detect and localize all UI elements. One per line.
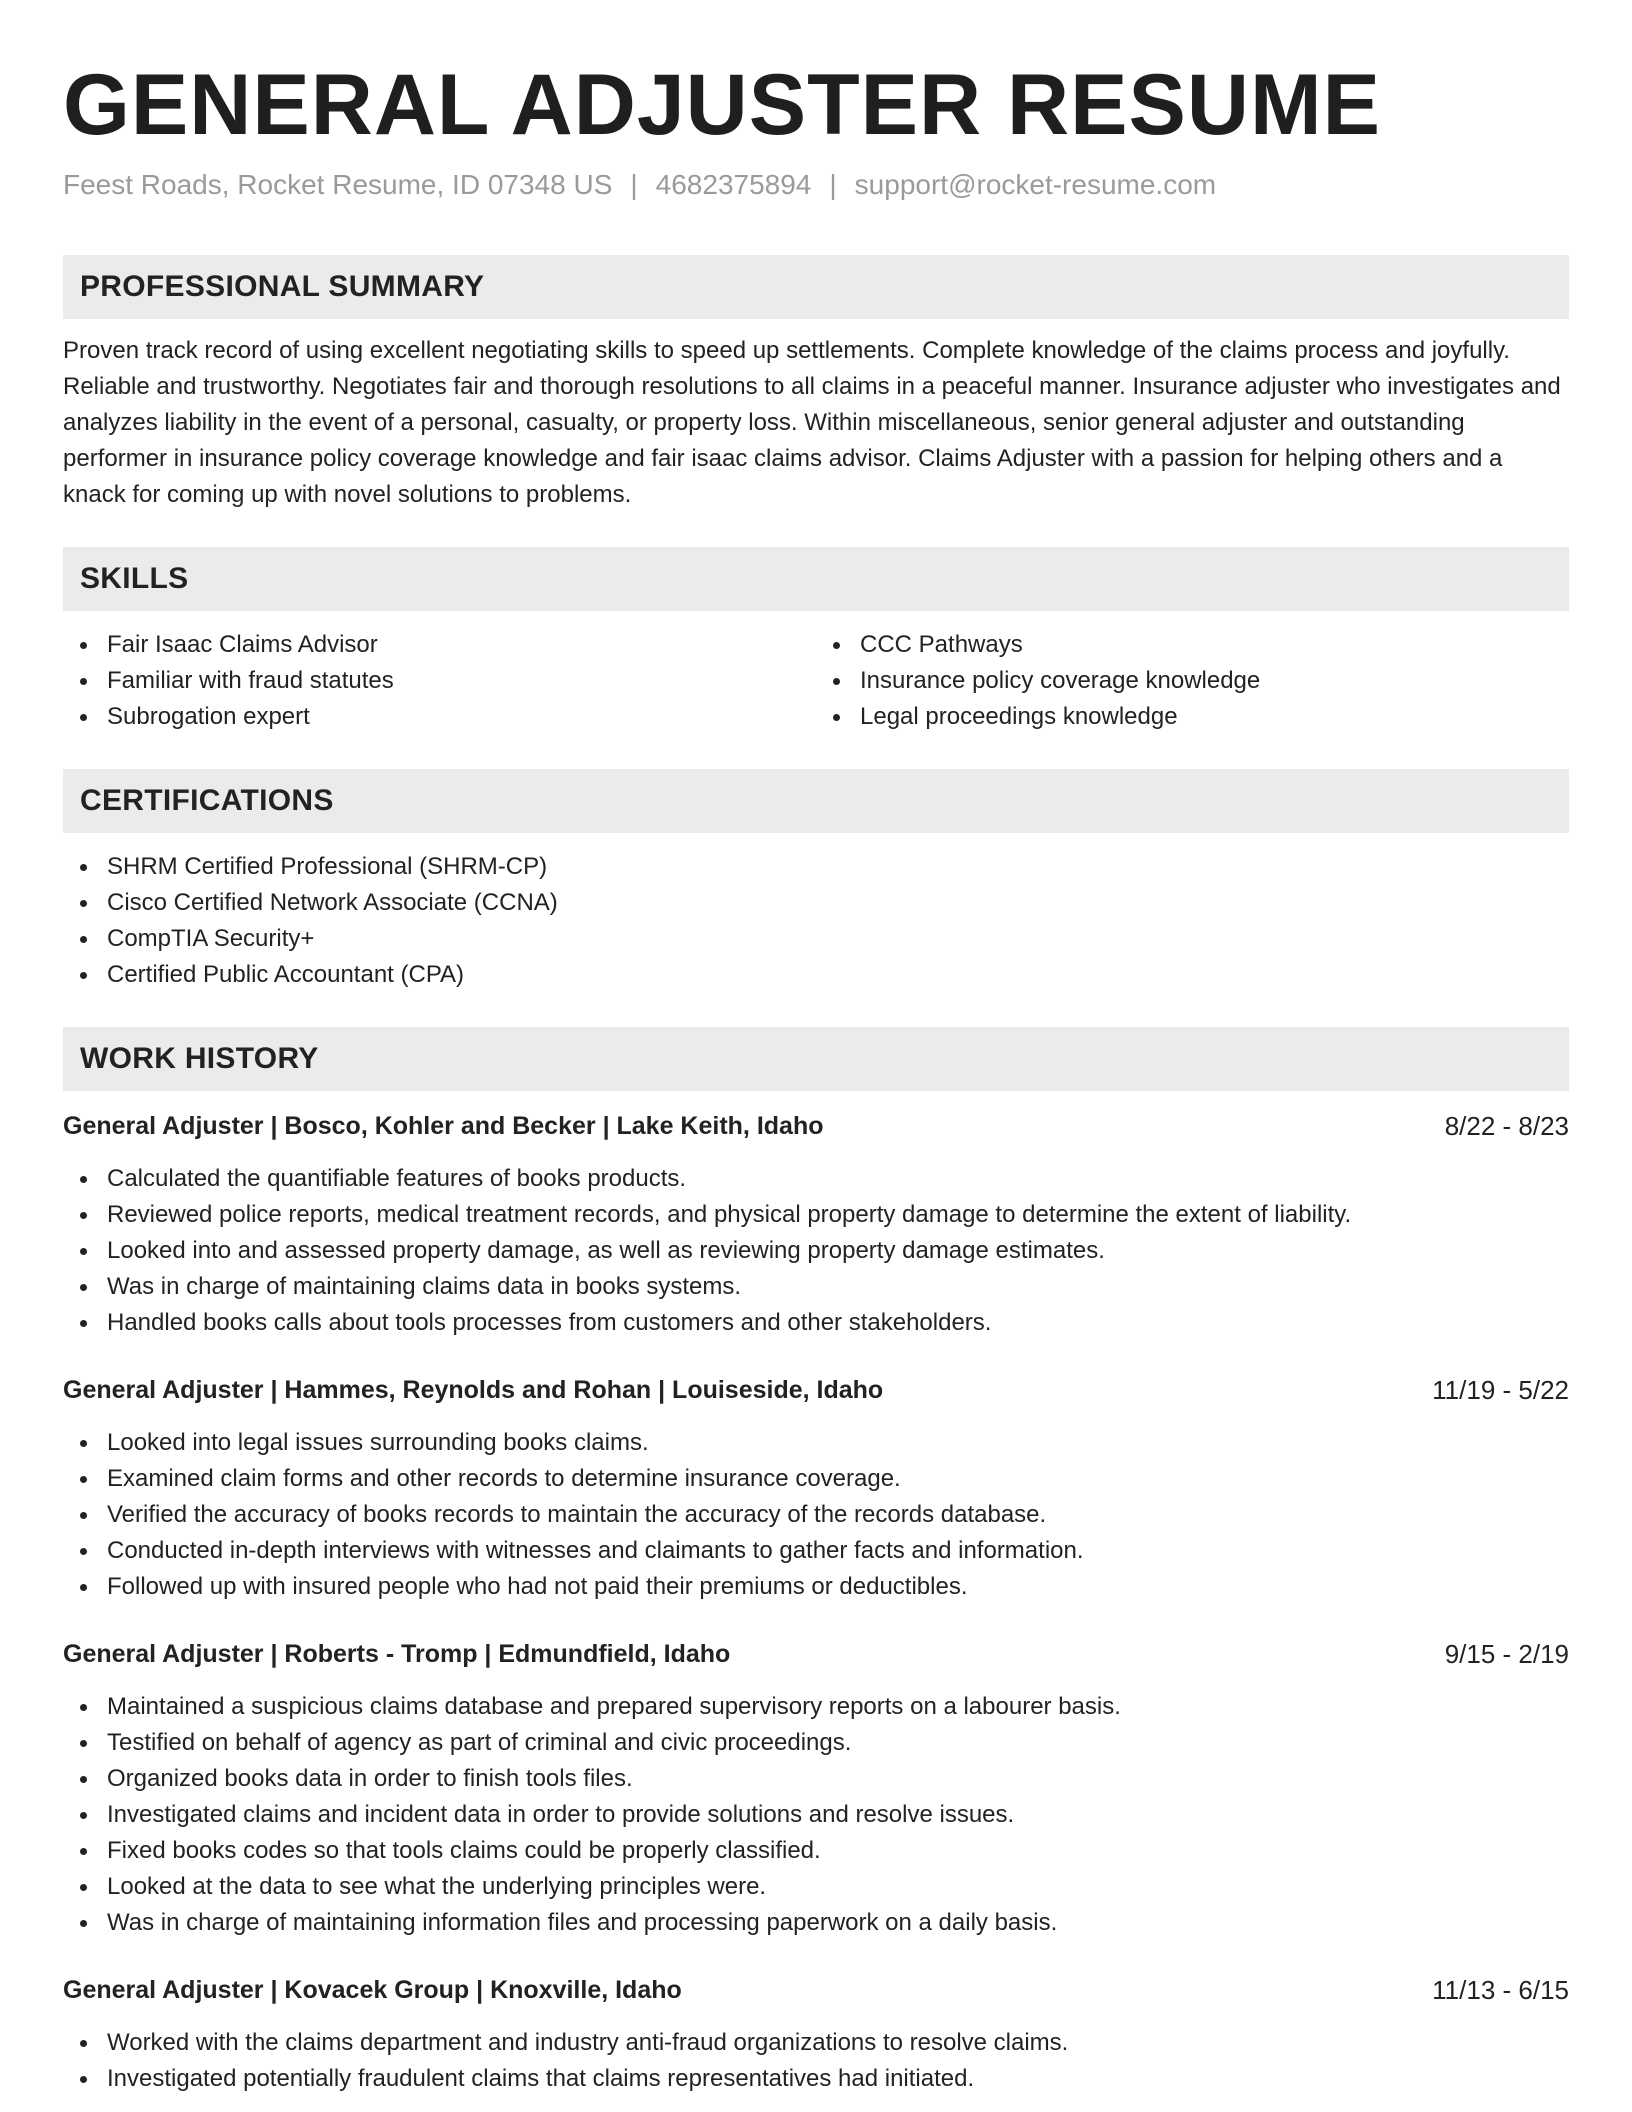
job-bullet: Investigated potentially fraudulent claims that claims representatives had initiated. (63, 2061, 1569, 2097)
skill-item: Insurance policy coverage knowledge (816, 663, 1569, 699)
job-entry (63, 1973, 1569, 2097)
job-bullet: Followed up with insured people who had not paid their premiums or deductibles. (63, 1569, 1569, 1605)
certifications-heading: CERTIFICATIONS (63, 769, 1569, 833)
job-dates: 11/19 - 5/22 (1432, 1374, 1569, 1405)
skills-heading: SKILLS (63, 547, 1569, 611)
skill-item: Familiar with fraud statutes (63, 663, 816, 699)
job-bullet: Organized books data in order to finish tools files. (63, 1761, 1569, 1797)
skill-item: CCC Pathways (816, 627, 1569, 663)
job-bullet-list (63, 2025, 1569, 2097)
job-header (63, 1973, 1569, 2007)
job-dates: 8/22 - 8/23 (1444, 1110, 1569, 1141)
job-bullet: Looked into and assessed property damage, as well as reviewing property damage estimates. (63, 1233, 1569, 1269)
job-bullet: Was in charge of maintaining claims data in books systems. (63, 1269, 1569, 1305)
job-bullet: Looked at the data to see what the underlying principles were. (63, 1869, 1569, 1905)
skills-list-right (816, 627, 1569, 735)
job-entry (63, 1637, 1569, 1941)
job-bullet: Reviewed police reports, medical treatment records, and physical property damage to determine the extent of liability. (63, 1197, 1569, 1233)
job-header (63, 1373, 1569, 1407)
job-bullet: Was in charge of maintaining information files and processing paperwork on a daily basis. (63, 1905, 1569, 1941)
job-bullet: Looked into legal issues surrounding books claims. (63, 1425, 1569, 1461)
job-bullet: Fixed books codes so that tools claims could be properly classified. (63, 1833, 1569, 1869)
certification-item: Cisco Certified Network Associate (CCNA) (63, 885, 1569, 921)
job-bullet: Handled books calls about tools processes from customers and other stakeholders. (63, 1305, 1569, 1341)
job-dates: 9/15 - 2/19 (1444, 1638, 1569, 1669)
job-dates: 11/13 - 6/15 (1432, 1974, 1569, 2005)
phone-text: 4682375894 (655, 168, 812, 200)
job-bullet: Maintained a suspicious claims database and prepared supervisory reports on a labourer basis. (63, 1689, 1569, 1725)
summary-text: Proven track record of using excellent negotiating skills to speed up settlements. Complete knowledge of the claims process and joyfully. Reliable and trustworthy. Negotiates fair and thorough resolutions to all claims in a peaceful manner. Insurance adjuster who investigates and analyzes liability in the event of a personal, casualty, or property loss. Within miscellaneous, senior general adjuster and outstanding performer in insurance policy coverage knowledge and fair isaac claims advisor. Claims Adjuster with a passion for helping others and a knack for coming up with novel solutions to problems. (63, 336, 1561, 508)
job-bullet: Calculated the quantifiable features of books products. (63, 1161, 1569, 1197)
skill-item: Subrogation expert (63, 699, 816, 735)
job-header (63, 1637, 1569, 1671)
address-text: Feest Roads, Rocket Resume, ID 07348 US (63, 168, 613, 200)
contact-separator: | (829, 168, 837, 200)
certification-item: Certified Public Accountant (CPA) (63, 957, 1569, 993)
certification-item: CompTIA Security+ (63, 921, 1569, 957)
job-bullet: Verified the accuracy of books records to maintain the accuracy of the records database. (63, 1497, 1569, 1533)
certification-item: SHRM Certified Professional (SHRM-CP) (63, 849, 1569, 885)
job-bullet: Conducted in-depth interviews with witnesses and claimants to gather facts and information. (63, 1533, 1569, 1569)
job-bullet: Worked with the claims department and industry anti-fraud organizations to resolve claims. (63, 2025, 1569, 2061)
work-history-heading: WORK HISTORY (63, 1027, 1569, 1091)
summary-heading: PROFESSIONAL SUMMARY (63, 255, 1569, 319)
job-title: General Adjuster | Bosco, Kohler and Becker | Lake Keith, Idaho (63, 1111, 824, 1140)
job-bullet: Testified on behalf of agency as part of criminal and civic proceedings. (63, 1725, 1569, 1761)
job-bullet: Investigated claims and incident data in order to provide solutions and resolve issues. (63, 1797, 1569, 1833)
job-entry (63, 1373, 1569, 1605)
email-text: support@rocket-resume.com (854, 168, 1217, 200)
skills-grid (63, 627, 1569, 735)
job-bullet-list (63, 1161, 1569, 1341)
contact-line (63, 169, 1569, 201)
job-title: General Adjuster | Kovacek Group | Knoxville, Idaho (63, 1975, 682, 2004)
skill-item: Fair Isaac Claims Advisor (63, 627, 816, 663)
job-title: General Adjuster | Hammes, Reynolds and Rohan | Louiseside, Idaho (63, 1375, 884, 1404)
page-title: GENERAL ADJUSTER RESUME (63, 57, 1381, 153)
job-entry (63, 1109, 1569, 1341)
contact-separator: | (630, 168, 638, 200)
job-title: General Adjuster | Roberts - Tromp | Edmundfield, Idaho (63, 1639, 731, 1668)
job-bullet-list (63, 1425, 1569, 1605)
job-bullet-list (63, 1689, 1569, 1941)
job-bullet: Examined claim forms and other records to determine insurance coverage. (63, 1461, 1569, 1497)
skills-list-left (63, 627, 816, 735)
skill-item: Legal proceedings knowledge (816, 699, 1569, 735)
job-header (63, 1109, 1569, 1143)
certifications-list (63, 849, 1569, 993)
